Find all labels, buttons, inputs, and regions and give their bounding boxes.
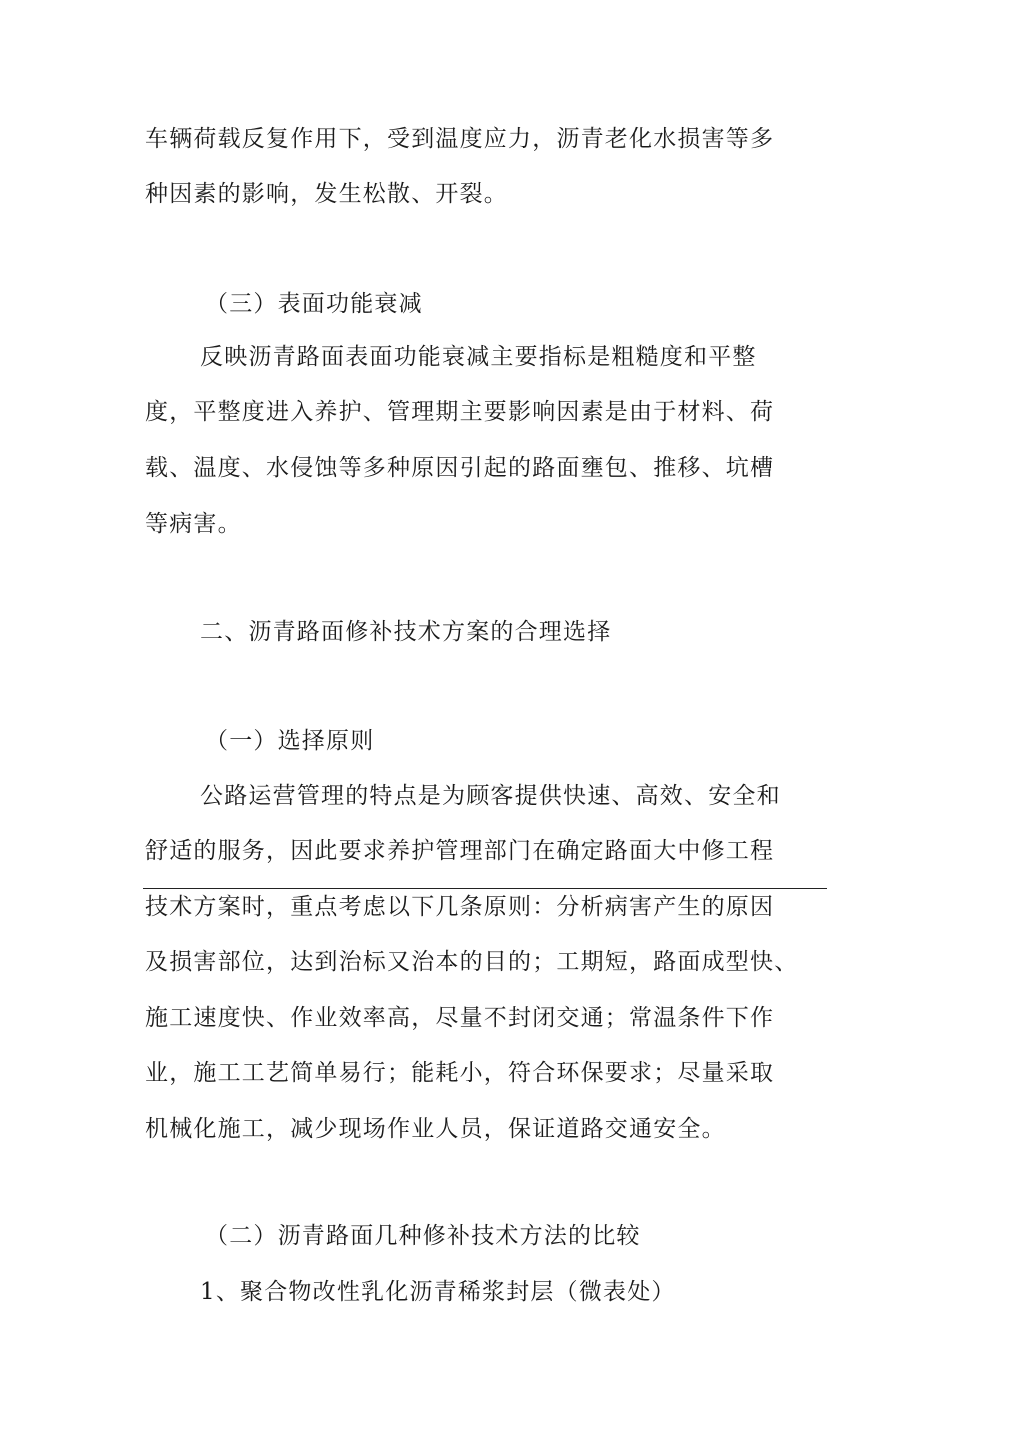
subsection-heading: （一）选择原则 [205,728,375,754]
paragraph-line: 技术方案时，重点考虑以下几条原则：分析病害产生的原因 [145,894,775,920]
paragraph-line: 公路运营管理的特点是为顾客提供快速、高效、安全和 [200,783,781,809]
section-heading: 二、沥青路面修补技术方案的合理选择 [200,619,612,645]
subsection-heading: （三）表面功能衰减 [205,291,423,317]
paragraph-line: 种因素的影响，发生松散、开裂。 [145,181,508,207]
subsection-heading: （二）沥青路面几种修补技术方法的比较 [205,1223,641,1249]
paragraph-line: 业，施工工艺简单易行；能耗小，符合环保要求；尽量采取 [145,1060,775,1086]
paragraph-line: 等病害。 [145,511,242,537]
paragraph-line: 及损害部位，达到治标又治本的目的；工期短，路面成型快、 [145,949,799,975]
paragraph-line: 度，平整度进入养护、管理期主要影响因素是由于材料、荷 [145,399,775,425]
list-item: 1、聚合物改性乳化沥青稀浆封层（微表处） [200,1279,676,1305]
paragraph-line: 机械化施工，减少现场作业人员，保证道路交通安全。 [145,1116,726,1142]
paragraph-line: 车辆荷载反复作用下，受到温度应力，沥青老化水损害等多 [145,126,775,152]
horizontal-rule [143,888,827,889]
paragraph-line: 反映沥青路面表面功能衰减主要指标是粗糙度和平整 [200,344,757,370]
paragraph-line: 施工速度快、作业效率高，尽量不封闭交通；常温条件下作 [145,1005,775,1031]
paragraph-line: 舒适的服务，因此要求养护管理部门在确定路面大中修工程 [145,838,775,864]
paragraph-line: 载、温度、水侵蚀等多种原因引起的路面壅包、推移、坑槽 [145,455,775,481]
